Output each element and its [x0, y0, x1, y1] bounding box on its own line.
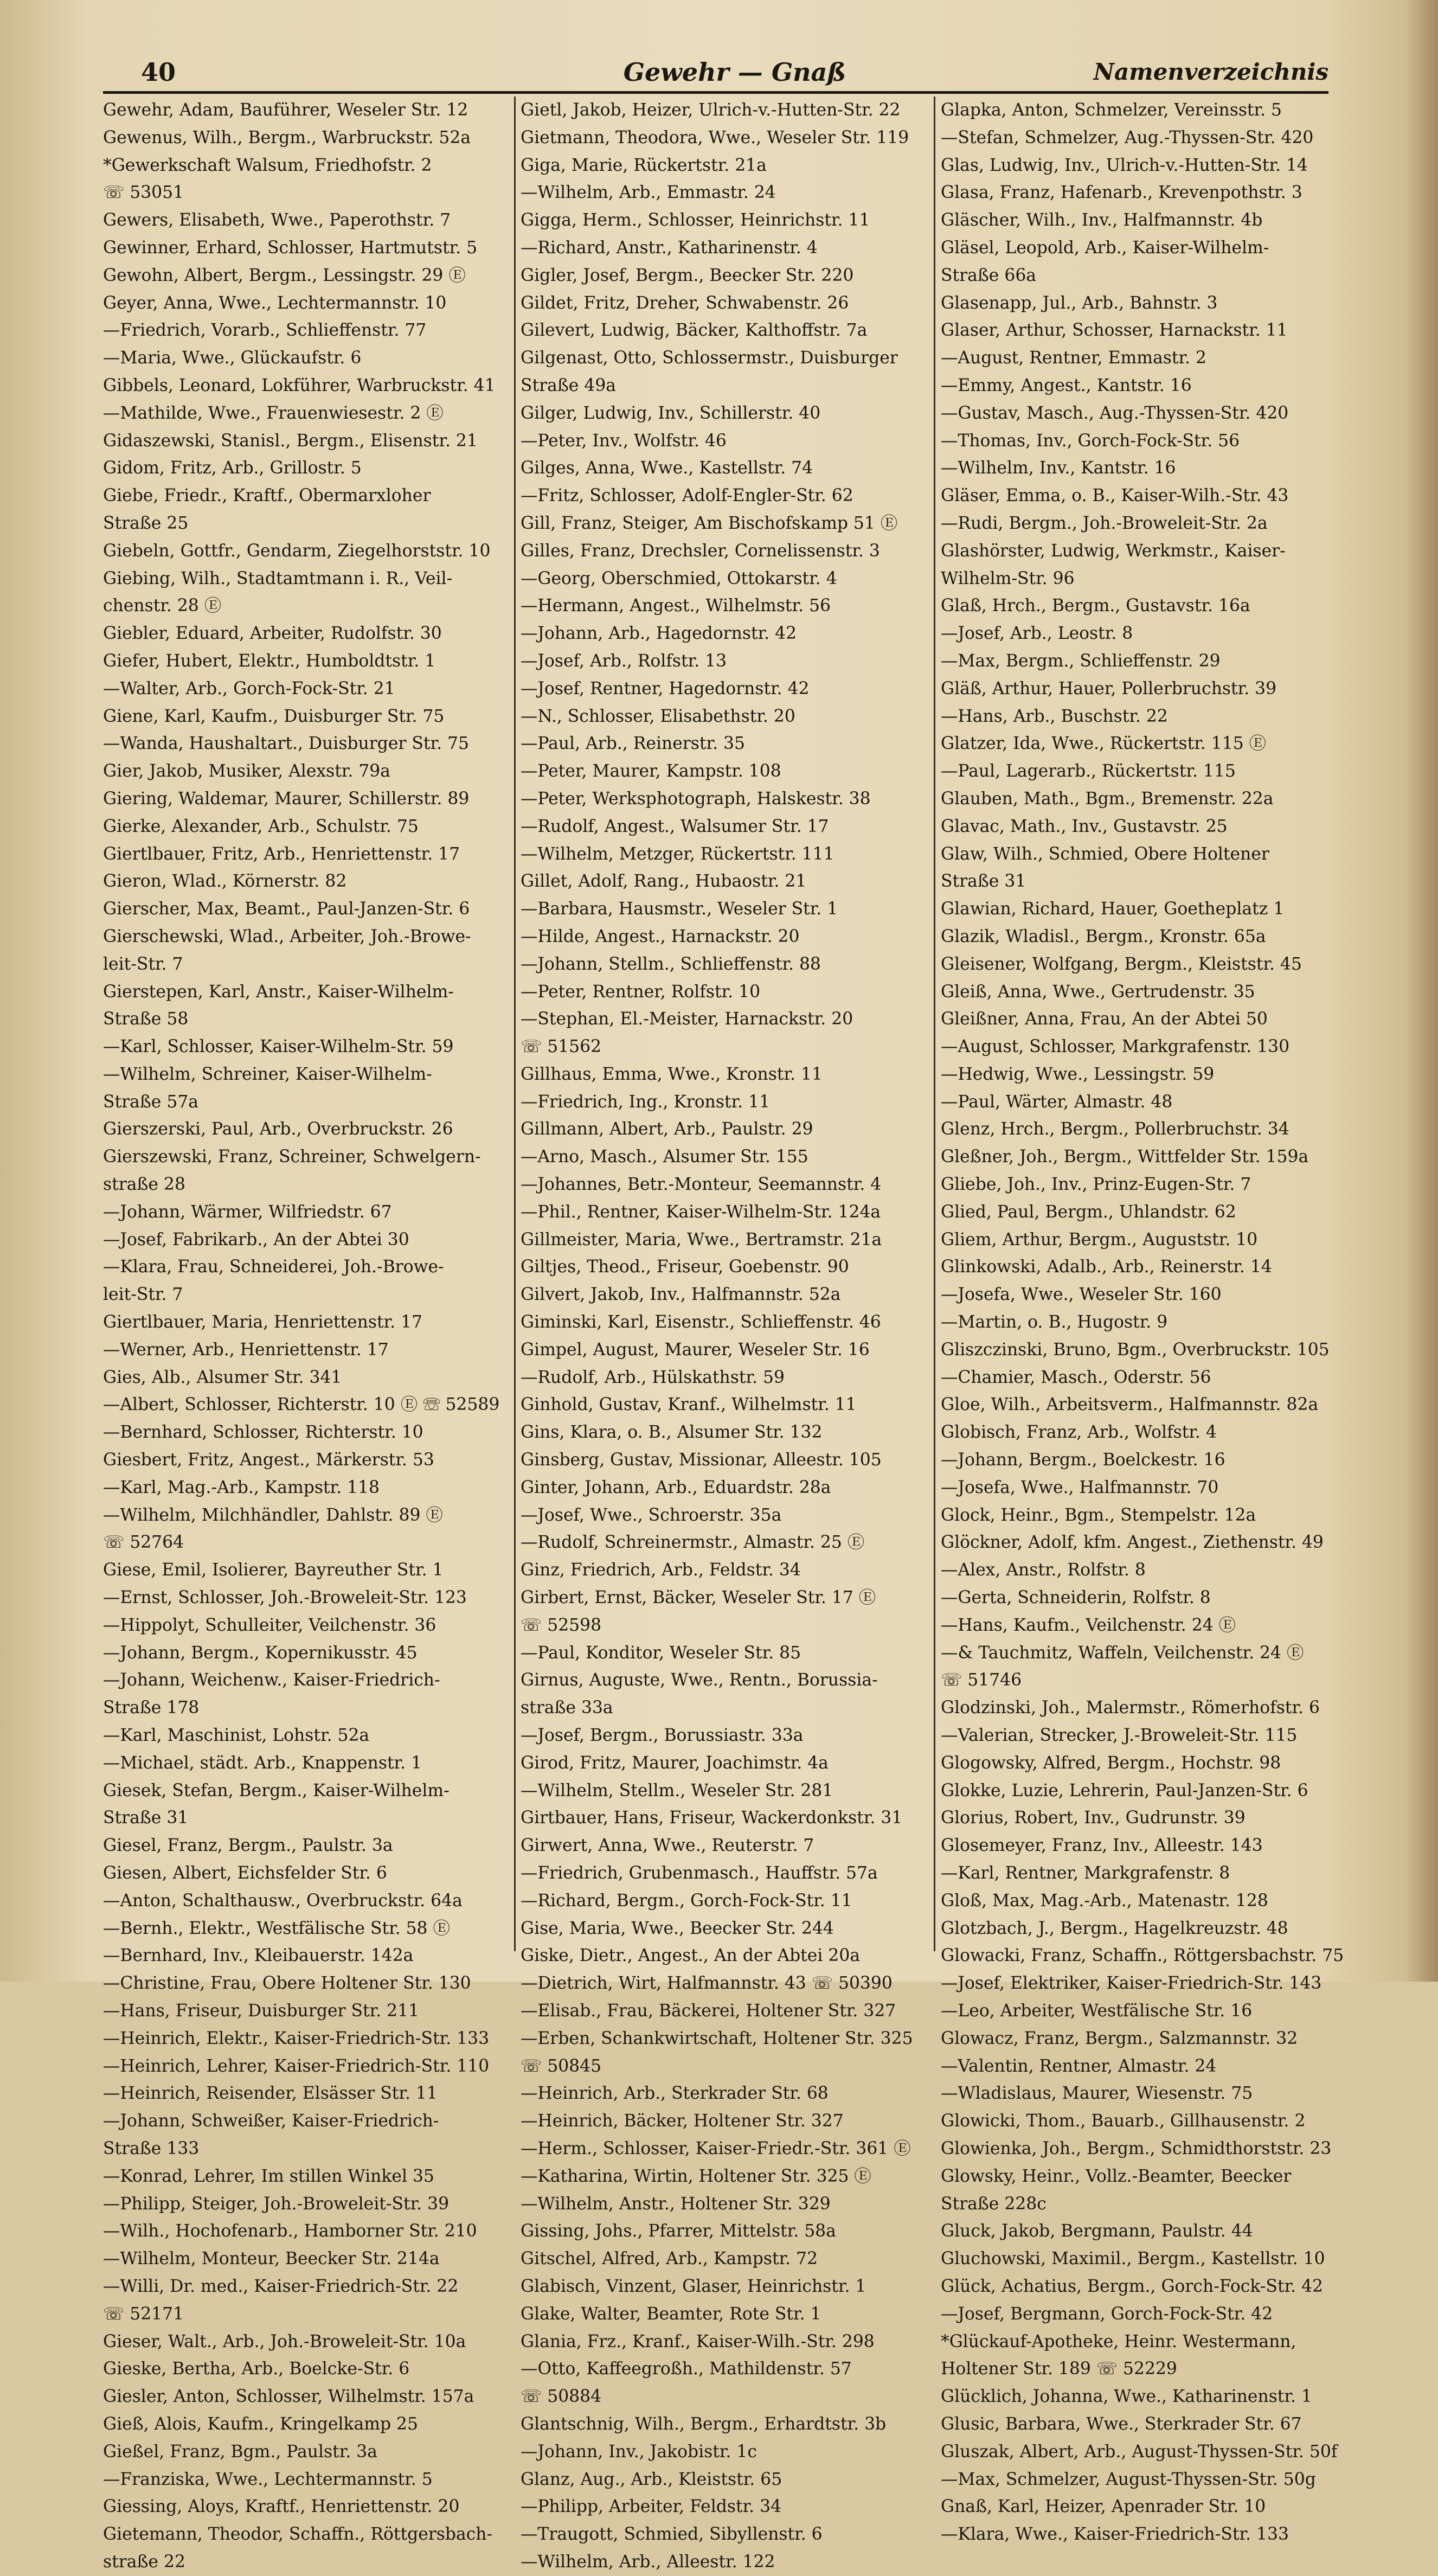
directory-entry: Glowacz, Franz, Bergm., Salzmannstr. 32 [941, 2028, 1298, 2048]
directory-entry: Gilvert, Jakob, Inv., Halfmannstr. 52a [521, 1285, 841, 1305]
directory-entry: Glasenapp, Jul., Arb., Bahnstr. 3 [941, 293, 1218, 313]
directory-entry: —Heinrich, Lehrer, Kaiser-Friedrich-Str. 110 [103, 2056, 490, 2076]
directory-entry: Girwert, Anna, Wwe., Reuterstr. 7 [521, 1836, 814, 1856]
directory-entry: —Christine, Frau, Obere Holtener Str. 130 [103, 1973, 471, 1994]
directory-entry: ☏ 52171 [103, 2304, 184, 2324]
directory-entry: —Josefa, Wwe., Halfmannstr. 70 [941, 1477, 1219, 1497]
directory-entry: Glabisch, Vinzent, Glaser, Heinrichstr. 1 [521, 2276, 866, 2296]
directory-entry: Gillet, Adolf, Rang., Hubaostr. 21 [521, 872, 807, 892]
directory-entry: Glowicki, Thom., Bauarb., Gillhausenstr. 2 [941, 2111, 1306, 2131]
column-divider [514, 97, 516, 1951]
directory-entry: —Wilhelm, Arb., Alleestr. 122 [521, 2552, 775, 2572]
directory-entry: —Wilhelm, Inv., Kantstr. 16 [941, 458, 1176, 478]
directory-entry: Gissing, Johs., Pfarrer, Mittelstr. 58a [521, 2221, 836, 2241]
directory-entry: —Wilhelm, Stellm., Weseler Str. 281 [521, 1780, 833, 1800]
directory-entry: Straße 25 [103, 513, 189, 533]
directory-entry: Gläser, Emma, o. B., Kaiser-Wilh.-Str. 43 [941, 486, 1289, 506]
directory-entry: —Johann, Stellm., Schlieffenstr. 88 [521, 954, 821, 974]
directory-entry: —Peter, Inv., Wolfstr. 46 [521, 431, 727, 451]
directory-entry: Girbert, Ernst, Bäcker, Weseler Str. 17 Ⓔ [521, 1588, 876, 1608]
column-divider [934, 97, 935, 1951]
directory-entry: Gewinner, Erhard, Schlosser, Hartmutstr. 5 [103, 238, 478, 258]
directory-entry: Gilevert, Ludwig, Bäcker, Kalthoffstr. 7a [521, 321, 868, 341]
directory-entry: —Emmy, Angest., Kantstr. 16 [941, 375, 1192, 395]
directory-entry: Gluck, Jakob, Bergmann, Paulstr. 44 [941, 2221, 1253, 2241]
directory-entry: Gluszak, Albert, Arb., August-Thyssen-Str. 50f [941, 2442, 1338, 2462]
directory-entry: —Wilhelm, Metzger, Rückertstr. 111 [521, 844, 834, 864]
directory-entry: —Hermann, Angest., Wilhelmstr. 56 [521, 596, 831, 616]
directory-entry: Giebe, Friedr., Kraftf., Obermarxloher [103, 486, 431, 506]
directory-entry: Straße 133 [103, 2138, 200, 2158]
directory-entry: —Rudolf, Arb., Hülskathstr. 59 [521, 1367, 785, 1387]
directory-entry: —Werner, Arb., Henriettenstr. 17 [103, 1340, 389, 1360]
directory-entry: —Karl, Mag.-Arb., Kampstr. 118 [103, 1477, 380, 1497]
directory-entry: —Bernhard, Schlosser, Richterstr. 10 [103, 1422, 423, 1443]
directory-entry: Ginsberg, Gustav, Missionar, Alleestr. 105 [521, 1450, 882, 1470]
directory-entry: Gierszewski, Franz, Schreiner, Schwelgern- [103, 1147, 481, 1167]
directory-entry: Giltjes, Theod., Friseur, Goebenstr. 90 [521, 1257, 849, 1277]
directory-entry: ☏ 50845 [521, 2056, 602, 2076]
directory-entry: Giesek, Stefan, Bergm., Kaiser-Wilhelm- [103, 1780, 450, 1800]
directory-entry: —Stefan, Schmelzer, Aug.-Thyssen-Str. 420 [941, 127, 1314, 148]
directory-entry: —Alex, Anstr., Rolfstr. 8 [941, 1560, 1146, 1580]
directory-entry: —Richard, Bergm., Gorch-Fock-Str. 11 [521, 1891, 852, 1911]
directory-entry: straße 22 [103, 2552, 185, 2572]
directory-entry: —Klara, Frau, Schneiderei, Joh.-Browe- [103, 1257, 444, 1277]
directory-entry: —Heinrich, Arb., Sterkrader Str. 68 [521, 2084, 829, 2104]
directory-entry: Glauben, Math., Bgm., Bremenstr. 22a [941, 789, 1274, 809]
directory-entry: —Josef, Fabrikarb., An der Abtei 30 [103, 1229, 409, 1249]
directory-entry: Gidom, Fritz, Arb., Grillostr. 5 [103, 458, 362, 478]
directory-entry: Gilgenast, Otto, Schlossermstr., Duisburger [521, 348, 898, 368]
directory-entry: —Katharina, Wirtin, Holtener Str. 325 Ⓔ [521, 2166, 871, 2186]
directory-entry: Gewohn, Albert, Bergm., Lessingstr. 29 Ⓔ [103, 265, 466, 285]
directory-entry: Gliem, Arthur, Bergm., Auguststr. 10 [941, 1229, 1258, 1249]
directory-entry: —Karl, Rentner, Markgrafenstr. 8 [941, 1863, 1230, 1883]
directory-entry: Gimpel, August, Maurer, Weseler Str. 16 [521, 1340, 870, 1360]
directory-entry: —Stephan, El.-Meister, Harnackstr. 20 [521, 1009, 853, 1029]
directory-entry: Gleißner, Anna, Frau, An der Abtei 50 [941, 1009, 1268, 1029]
directory-entry: Glake, Walter, Beamter, Rote Str. 1 [521, 2304, 821, 2324]
directory-entry: Gießel, Franz, Bgm., Paulstr. 3a [103, 2442, 377, 2462]
directory-entry: —Heinrich, Reisender, Elsässer Str. 11 [103, 2084, 438, 2104]
page-number: 40 [141, 57, 176, 87]
directory-entry: —Peter, Maurer, Kampstr. 108 [521, 761, 781, 781]
directory-entry: —Erben, Schankwirtschaft, Holtener Str. 325 [521, 2028, 913, 2048]
directory-entry: —Bernh., Elektr., Westfälische Str. 58 Ⓔ [103, 1918, 450, 1938]
directory-entry: —Ernst, Schlosser, Joh.-Broweleit-Str. 123 [103, 1588, 467, 1608]
directory-entry: —Karl, Maschinist, Lohstr. 52a [103, 1726, 370, 1746]
directory-entry: Gieß, Alois, Kaufm., Kringelkamp 25 [103, 2414, 418, 2434]
directory-entry: —Gerta, Schneiderin, Rolfstr. 8 [941, 1588, 1211, 1608]
directory-entry: Giene, Karl, Kaufm., Duisburger Str. 75 [103, 706, 445, 726]
directory-entry: —Josef, Bergm., Borussiastr. 33a [521, 1726, 804, 1746]
directory-entry: —Max, Schmelzer, August-Thyssen-Str. 50g [941, 2469, 1316, 2489]
directory-entry: —Franziska, Wwe., Lechtermannstr. 5 [103, 2469, 433, 2489]
directory-entry: —Heinrich, Bäcker, Holtener Str. 327 [521, 2111, 844, 2131]
directory-entry: —Hans, Kaufm., Veilchenstr. 24 Ⓔ [941, 1615, 1236, 1635]
directory-entry: Gleßner, Joh., Bergm., Wittfelder Str. 159a [941, 1147, 1309, 1167]
directory-entry: —Valentin, Rentner, Almastr. 24 [941, 2056, 1217, 2076]
directory-entry: Glaß, Hrch., Bergm., Gustavstr. 16a [941, 596, 1250, 616]
directory-entry: —Wladislaus, Maurer, Wiesenstr. 75 [941, 2084, 1253, 2104]
directory-entry: Gins, Klara, o. B., Alsumer Str. 132 [521, 1422, 823, 1443]
directory-entry: ☏ 50884 [521, 2387, 602, 2407]
directory-entry: Straße 178 [103, 1698, 200, 1718]
directory-entry: —Wilh., Hochofenarb., Hamborner Str. 210 [103, 2221, 477, 2241]
directory-entry: —Martin, o. B., Hugostr. 9 [941, 1312, 1168, 1332]
directory-entry: —Fritz, Schlosser, Adolf-Engler-Str. 62 [521, 486, 853, 506]
directory-entry: —Mathilde, Wwe., Frauenwiesestr. 2 Ⓔ [103, 403, 444, 423]
directory-entry: —Josefa, Wwe., Weseler Str. 160 [941, 1285, 1222, 1305]
directory-entry: —Anton, Schalthausw., Overbruckstr. 64a [103, 1891, 463, 1911]
directory-entry: —Paul, Lagerarb., Rückertstr. 115 [941, 761, 1236, 781]
directory-entry: Straße 57a [103, 1092, 199, 1112]
directory-entry: —Traugott, Schmied, Sibyllenstr. 6 [521, 2524, 823, 2545]
directory-entry: —Philipp, Steiger, Joh.-Broweleit-Str. 39 [103, 2194, 450, 2214]
directory-entry: ☏ 53051 [103, 183, 184, 203]
directory-entry: Glazik, Wladisl., Bergm., Kronstr. 65a [941, 926, 1266, 946]
directory-entry: Ginter, Johann, Arb., Eduardstr. 28a [521, 1477, 831, 1497]
directory-entry: —Friedrich, Grubenmasch., Hauffstr. 57a [521, 1863, 878, 1883]
directory-entry: —Wilhelm, Schreiner, Kaiser-Wilhelm- [103, 1064, 432, 1084]
directory-entry: —Walter, Arb., Gorch-Fock-Str. 21 [103, 678, 395, 699]
directory-entry: Gise, Maria, Wwe., Beecker Str. 244 [521, 1918, 834, 1938]
directory-entry: Gillmann, Albert, Arb., Paulstr. 29 [521, 1119, 813, 1139]
directory-entry: —Peter, Werksphotograph, Halskestr. 38 [521, 789, 871, 809]
directory-entry: Gieser, Walt., Arb., Joh.-Broweleit-Str. 10a [103, 2331, 466, 2351]
directory-entry: —Paul, Wärter, Almastr. 48 [941, 1092, 1173, 1112]
directory-entry: leit-Str. 7 [103, 1285, 183, 1305]
directory-entry: —Josef, Rentner, Hagedornstr. 42 [521, 678, 810, 699]
directory-entry: —Paul, Konditor, Weseler Str. 85 [521, 1643, 801, 1663]
directory-entry: Gleiß, Anna, Wwe., Gertrudenstr. 35 [941, 982, 1255, 1002]
directory-entry: —Bernhard, Inv., Kleibauerstr. 142a [103, 1946, 414, 1966]
directory-entry: —Heinrich, Elektr., Kaiser-Friedrich-Str. 133 [103, 2028, 490, 2048]
directory-entry: —Konrad, Lehrer, Im stillen Winkel 35 [103, 2166, 434, 2186]
directory-entry: —Johannes, Betr.-Monteur, Seemannstr. 4 [521, 1175, 882, 1195]
directory-entry: Gieron, Wlad., Körnerstr. 82 [103, 872, 347, 892]
directory-entry: Gietemann, Theodor, Schaffn., Röttgersbach- [103, 2524, 493, 2545]
directory-entry: Holtener Str. 189 ☏ 52229 [941, 2359, 1177, 2379]
directory-entry: *Glückauf-Apotheke, Heinr. Westermann, [941, 2331, 1296, 2351]
directory-entry: Giesbert, Fritz, Angest., Märkerstr. 53 [103, 1450, 434, 1470]
directory-entry: —Friedrich, Vorarb., Schlieffenstr. 77 [103, 321, 427, 341]
directory-entry: Straße 58 [103, 1009, 189, 1029]
directory-entry: —Josef, Bergmann, Gorch-Fock-Str. 42 [941, 2304, 1273, 2324]
directory-entry: Gewers, Elisabeth, Wwe., Paperothstr. 7 [103, 210, 451, 230]
directory-entry: Gliebe, Joh., Inv., Prinz-Eugen-Str. 7 [941, 1175, 1251, 1195]
directory-entry: Ginz, Friedrich, Arb., Feldstr. 34 [521, 1560, 801, 1580]
directory-entry: —Valerian, Strecker, J.-Broweleit-Str. 115 [941, 1726, 1298, 1746]
directory-entry: straße 33a [521, 1698, 613, 1718]
directory-entry: —Peter, Rentner, Rolfstr. 10 [521, 982, 761, 1002]
directory-entry: Girtbauer, Hans, Friseur, Wackerdonkstr. 31 [521, 1808, 903, 1828]
directory-entry: —Johann, Weichenw., Kaiser-Friedrich- [103, 1670, 440, 1690]
directory-entry: Gieske, Bertha, Arb., Boelcke-Str. 6 [103, 2359, 410, 2379]
directory-entry: —Thomas, Inv., Gorch-Fock-Str. 56 [941, 431, 1240, 451]
directory-entry: Gloe, Wilh., Arbeitsverm., Halfmannstr. 82a [941, 1395, 1319, 1415]
directory-entry: —Johann, Arb., Hagedornstr. 42 [521, 624, 797, 644]
directory-entry: Straße 66a [941, 265, 1037, 285]
directory-entry: Gierschewski, Wlad., Arbeiter, Joh.-Browe- [103, 926, 471, 946]
directory-entry: —Leo, Arbeiter, Westfälische Str. 16 [941, 2001, 1253, 2021]
directory-entry: *Gewerkschaft Walsum, Friedhofstr. 2 [103, 155, 432, 175]
column-2 [521, 97, 927, 2572]
directory-entry: Gibbels, Leonard, Lokführer, Warbruckstr. 41 [103, 375, 496, 395]
directory-entry: Glanz, Aug., Arb., Kleiststr. 65 [521, 2469, 782, 2489]
directory-entry: Glück, Achatius, Bergm., Gorch-Fock-Str. 42 [941, 2276, 1324, 2296]
directory-entry: Glas, Ludwig, Inv., Ulrich-v.-Hutten-Str. 14 [941, 155, 1308, 175]
directory-entry: Glantschnig, Wilh., Bergm., Erhardtstr. 3b [521, 2414, 887, 2434]
directory-entry: Glotzbach, J., Bergm., Hagelkreuzstr. 48 [941, 1918, 1288, 1938]
directory-entry: Gillhaus, Emma, Wwe., Kronstr. 11 [521, 1064, 823, 1084]
directory-entry: Giefer, Hubert, Elektr., Humboldtstr. 1 [103, 651, 436, 671]
directory-entry: Straße 49a [521, 375, 617, 395]
directory-entry: —Friedrich, Ing., Kronstr. 11 [521, 1092, 771, 1112]
directory-entry: Glokke, Luzie, Lehrerin, Paul-Janzen-Str. 6 [941, 1780, 1308, 1800]
directory-entry: Glied, Paul, Bergm., Uhlandstr. 62 [941, 1202, 1236, 1222]
directory-entry: Gilges, Anna, Wwe., Kastellstr. 74 [521, 458, 813, 478]
directory-entry: —Philipp, Arbeiter, Feldstr. 34 [521, 2497, 782, 2517]
directory-entry: Glania, Frz., Kranf., Kaiser-Wilh.-Str. 298 [521, 2331, 875, 2351]
directory-entry: Gigga, Herm., Schlosser, Heinrichstr. 11 [521, 210, 870, 230]
directory-entry: chenstr. 28 Ⓔ [103, 596, 222, 616]
directory-entry: —Gustav, Masch., Aug.-Thyssen-Str. 420 [941, 403, 1289, 423]
directory-entry: Ginhold, Gustav, Kranf., Wilhelmstr. 11 [521, 1395, 857, 1415]
directory-entry: Gilger, Ludwig, Inv., Schillerstr. 40 [521, 403, 821, 423]
directory-entry: Gliszczinski, Bruno, Bgm., Overbruckstr. 105 [941, 1340, 1330, 1360]
directory-entry: Straße 31 [103, 1808, 189, 1828]
directory-entry: Glosemeyer, Franz, Inv., Alleestr. 143 [941, 1836, 1263, 1856]
directory-entry: Glenz, Hrch., Bergm., Pollerbruchstr. 34 [941, 1119, 1289, 1139]
directory-entry: Glowienka, Joh., Bergm., Schmidthorststr. 23 [941, 2138, 1332, 2158]
directory-entry: —Maria, Wwe., Glückaufstr. 6 [103, 348, 362, 368]
directory-entry: ☏ 52598 [521, 1615, 602, 1635]
directory-entry: —Hippolyt, Schulleiter, Veilchenstr. 36 [103, 1615, 436, 1635]
directory-entry: Giering, Waldemar, Maurer, Schillerstr. 89 [103, 789, 470, 809]
directory-entry: Gloß, Max, Mag.-Arb., Matenastr. 128 [941, 1891, 1268, 1911]
directory-entry: ☏ 52764 [103, 1533, 184, 1553]
directory-entry: —& Tauchmitz, Waffeln, Veilchenstr. 24 Ⓔ [941, 1643, 1304, 1663]
directory-entry: —Karl, Schlosser, Kaiser-Wilhelm-Str. 59 [103, 1037, 454, 1057]
directory-entry: —Rudi, Bergm., Joh.-Broweleit-Str. 2a [941, 513, 1268, 533]
directory-entry: Gier, Jakob, Musiker, Alexstr. 79a [103, 761, 390, 781]
directory-entry: —Arno, Masch., Alsumer Str. 155 [521, 1147, 808, 1167]
directory-entry: —Johann, Schweißer, Kaiser-Friedrich- [103, 2111, 439, 2131]
directory-entry: —Paul, Arb., Reinerstr. 35 [521, 734, 745, 754]
directory-entry: Glapka, Anton, Schmelzer, Vereinsstr. 5 [941, 100, 1282, 120]
directory-entry: Gies, Alb., Alsumer Str. 341 [103, 1367, 342, 1387]
directory-entry: —Max, Bergm., Schlieffenstr. 29 [941, 651, 1221, 671]
directory-entry: —Wilhelm, Arb., Emmastr. 24 [521, 183, 776, 203]
directory-entry: —Michael, städt. Arb., Knappenstr. 1 [103, 1753, 422, 1773]
directory-entry: Girod, Fritz, Maurer, Joachimstr. 4a [521, 1753, 829, 1773]
directory-entry: Glavac, Math., Inv., Gustavstr. 25 [941, 816, 1228, 836]
directory-entry: —N., Schlosser, Elisabethstr. 20 [521, 706, 795, 726]
directory-entry: ☏ 51562 [521, 1037, 602, 1057]
directory-entry: —Barbara, Hausmstr., Weseler Str. 1 [521, 899, 838, 919]
directory-entry: Giske, Dietr., Angest., An der Abtei 20a [521, 1946, 861, 1966]
directory-entry: Giessing, Aloys, Kraftf., Henriettenstr. 20 [103, 2497, 460, 2517]
directory-entry: Globisch, Franz, Arb., Wolfstr. 4 [941, 1422, 1217, 1443]
directory-entry: —Rudolf, Angest., Walsumer Str. 17 [521, 816, 829, 836]
directory-entry: Wilhelm-Str. 96 [941, 568, 1075, 588]
directory-entry: Glöckner, Adolf, kfm. Angest., Ziethenstr. 49 [941, 1533, 1324, 1553]
directory-entry: Gewenus, Wilh., Bergm., Warbruckstr. 52a [103, 127, 471, 148]
directory-entry: Gewehr, Adam, Bauführer, Weseler Str. 12 [103, 100, 468, 120]
directory-entry: Gietl, Jakob, Heizer, Ulrich-v.-Hutten-Str. 22 [521, 100, 901, 120]
page-range-title: Gewehr — Gnaß [623, 57, 846, 87]
directory-entry: —Johann, Wärmer, Wilfriedstr. 67 [103, 1202, 392, 1222]
directory-entry: —Wilhelm, Monteur, Beecker Str. 214a [103, 2249, 440, 2269]
directory-entry: Gietmann, Theodora, Wwe., Weseler Str. 119 [521, 127, 909, 148]
directory-entry: Giesel, Franz, Bergm., Paulstr. 3a [103, 1836, 393, 1856]
page-edge-shadow [1405, 0, 1438, 1982]
directory-entry: Glaser, Arthur, Schosser, Harnackstr. 11 [941, 321, 1288, 341]
directory-entry: —Wilhelm, Milchhändler, Dahlstr. 89 Ⓔ [103, 1505, 443, 1525]
directory-entry: Gitschel, Alfred, Arb., Kampstr. 72 [521, 2249, 818, 2269]
directory-entry: ☏ 51746 [941, 1670, 1022, 1690]
directory-entry: —Josef, Arb., Rolfstr. 13 [521, 651, 727, 671]
directory-entry: Glasa, Franz, Hafenarb., Krevenpothstr. 3 [941, 183, 1302, 203]
directory-entry: —Hans, Arb., Buschstr. 22 [941, 706, 1168, 726]
directory-entry: leit-Str. 7 [103, 954, 183, 974]
directory-entry: Gläscher, Wilh., Inv., Halfmannstr. 4b [941, 210, 1263, 230]
directory-entry: —Georg, Oberschmied, Ottokarstr. 4 [521, 568, 837, 588]
directory-entry: Giese, Emil, Isolierer, Bayreuther Str. 1 [103, 1560, 444, 1580]
directory-entry: Gluchowski, Maximil., Bergm., Kastellstr. 10 [941, 2249, 1325, 2269]
directory-entry: —Willi, Dr. med., Kaiser-Friedrich-Str. 22 [103, 2276, 459, 2296]
directory-entry: —Elisab., Frau, Bäckerei, Holtener Str. 327 [521, 2001, 896, 2021]
directory-entry: Giebeln, Gottfr., Gendarm, Ziegelhorststr. 10 [103, 541, 491, 561]
column-3 [941, 97, 1347, 2545]
directory-entry: —Josef, Arb., Leostr. 8 [941, 624, 1133, 644]
directory-entry: Giesen, Albert, Eichsfelder Str. 6 [103, 1863, 387, 1883]
directory-entry: Glashörster, Ludwig, Werkmstr., Kaiser- [941, 541, 1286, 561]
directory-entry: —Otto, Kaffeegroßh., Mathildenstr. 57 [521, 2359, 852, 2379]
directory-entry: —Wilhelm, Anstr., Holtener Str. 329 [521, 2194, 831, 2214]
section-title: Namenverzeichnis [1093, 59, 1328, 85]
directory-entry: —Chamier, Masch., Oderstr. 56 [941, 1367, 1211, 1387]
directory-entry: Glatzer, Ida, Wwe., Rückertstr. 115 Ⓔ [941, 734, 1267, 754]
directory-entry: —Hedwig, Wwe., Lessingstr. 59 [941, 1064, 1215, 1084]
directory-entry: Gnaß, Karl, Heizer, Apenrader Str. 10 [941, 2497, 1266, 2517]
directory-entry: Glücklich, Johanna, Wwe., Katharinenstr. 1 [941, 2387, 1312, 2407]
directory-entry: Gildet, Fritz, Dreher, Schwabenstr. 26 [521, 293, 849, 313]
directory-entry: —August, Schlosser, Markgrafenstr. 130 [941, 1037, 1290, 1057]
directory-entry: Giertlbauer, Fritz, Arb., Henriettenstr. 17 [103, 844, 460, 864]
directory-entry: —Herm., Schlosser, Kaiser-Friedr.-Str. 361 Ⓔ [521, 2138, 911, 2158]
directory-entry: Gierscher, Max, Beamt., Paul-Janzen-Str. 6 [103, 899, 470, 919]
directory-entry: Giesler, Anton, Schlosser, Wilhelmstr. 157a [103, 2387, 474, 2407]
directory-entry: Glock, Heinr., Bgm., Stempelstr. 12a [941, 1505, 1256, 1525]
directory-entry: —Josef, Elektriker, Kaiser-Friedrich-Str. 143 [941, 1973, 1322, 1994]
column-1 [103, 97, 510, 2572]
directory-entry: —Johann, Bergm., Boelckestr. 16 [941, 1450, 1225, 1470]
directory-entry: —Albert, Schlosser, Richterstr. 10 Ⓔ ☏ 52589 [103, 1395, 500, 1415]
directory-entry: —Josef, Wwe., Schroerstr. 35a [521, 1505, 782, 1525]
directory-entry: Gillmeister, Maria, Wwe., Bertramstr. 21a [521, 1229, 882, 1249]
directory-entry: —August, Rentner, Emmastr. 2 [941, 348, 1206, 368]
directory-entry: Girnus, Auguste, Wwe., Rentn., Borussia- [521, 1670, 878, 1690]
directory-entry: —Dietrich, Wirt, Halfmannstr. 43 ☏ 50390 [521, 1973, 893, 1994]
directory-entry: Gierke, Alexander, Arb., Schulstr. 75 [103, 816, 419, 836]
directory-entry: —Johann, Inv., Jakobistr. 1c [521, 2442, 757, 2462]
directory-entry: Glowsky, Heinr., Vollz.-Beamter, Beecker [941, 2166, 1292, 2186]
directory-entry: Gilles, Franz, Drechsler, Cornelissenstr. 3 [521, 541, 880, 561]
directory-entry: Glodzinski, Joh., Malermstr., Römerhofstr. 6 [941, 1698, 1320, 1718]
directory-entry: —Hilde, Angest., Harnackstr. 20 [521, 926, 800, 946]
directory-entry: Glowacki, Franz, Schaffn., Röttgersbachstr. 75 [941, 1946, 1344, 1966]
directory-entry: —Klara, Wwe., Kaiser-Friedrich-Str. 133 [941, 2524, 1289, 2545]
directory-entry: Giga, Marie, Rückertstr. 21a [521, 155, 767, 175]
directory-entry: Straße 31 [941, 872, 1026, 892]
directory-entry: —Johann, Bergm., Kopernikusstr. 45 [103, 1643, 418, 1663]
directory-entry: Gläsel, Leopold, Arb., Kaiser-Wilhelm- [941, 238, 1269, 258]
directory-entry: Straße 228c [941, 2194, 1047, 2214]
directory-entry: Glinkowski, Adalb., Arb., Reinerstr. 14 [941, 1257, 1272, 1277]
directory-entry: Giminski, Karl, Eisenstr., Schlieffenstr. 46 [521, 1312, 881, 1332]
directory-entry: Giebler, Eduard, Arbeiter, Rudolfstr. 30 [103, 624, 442, 644]
directory-entry: —Phil., Rentner, Kaiser-Wilhelm-Str. 124a [521, 1202, 881, 1222]
directory-entry: —Richard, Anstr., Katharinenstr. 4 [521, 238, 818, 258]
directory-entry: Giebing, Wilh., Stadtamtmann i. R., Veil- [103, 568, 453, 588]
directory-entry: Glorius, Robert, Inv., Gudrunstr. 39 [941, 1808, 1246, 1828]
directory-entry: Gill, Franz, Steiger, Am Bischofskamp 51 Ⓔ [521, 513, 898, 533]
directory-entry: —Wanda, Haushaltart., Duisburger Str. 75 [103, 734, 469, 754]
directory-entry: Gläß, Arthur, Hauer, Pollerbruchstr. 39 [941, 678, 1277, 699]
directory-entry: —Hans, Friseur, Duisburger Str. 211 [103, 2001, 420, 2021]
page-header [141, 54, 1328, 92]
directory-entry: Giertlbauer, Maria, Henriettenstr. 17 [103, 1312, 423, 1332]
directory-entry: Gigler, Josef, Bergm., Beecker Str. 220 [521, 265, 854, 285]
directory-entry: Geyer, Anna, Wwe., Lechtermannstr. 10 [103, 293, 447, 313]
directory-entry: Gierszerski, Paul, Arb., Overbruckstr. 26 [103, 1119, 453, 1139]
directory-entry: Glawian, Richard, Hauer, Goetheplatz 1 [941, 899, 1285, 919]
directory-entry: Gidaszewski, Stanisl., Bergm., Elisenstr. 21 [103, 431, 478, 451]
directory-entry: —Rudolf, Schreinermstr., Almastr. 25 Ⓔ [521, 1533, 865, 1553]
header-rule [103, 91, 1328, 94]
directory-entry: Gleisener, Wolfgang, Bergm., Kleiststr. 45 [941, 954, 1302, 974]
directory-entry: straße 28 [103, 1175, 185, 1195]
directory-entry: Gierstepen, Karl, Anstr., Kaiser-Wilhelm- [103, 982, 454, 1002]
directory-entry: Glaw, Wilh., Schmied, Obere Holtener [941, 844, 1269, 864]
directory-entry: Glusic, Barbara, Wwe., Sterkrader Str. 67 [941, 2414, 1302, 2434]
directory-entry: Glogowsky, Alfred, Bergm., Hochstr. 98 [941, 1753, 1281, 1773]
